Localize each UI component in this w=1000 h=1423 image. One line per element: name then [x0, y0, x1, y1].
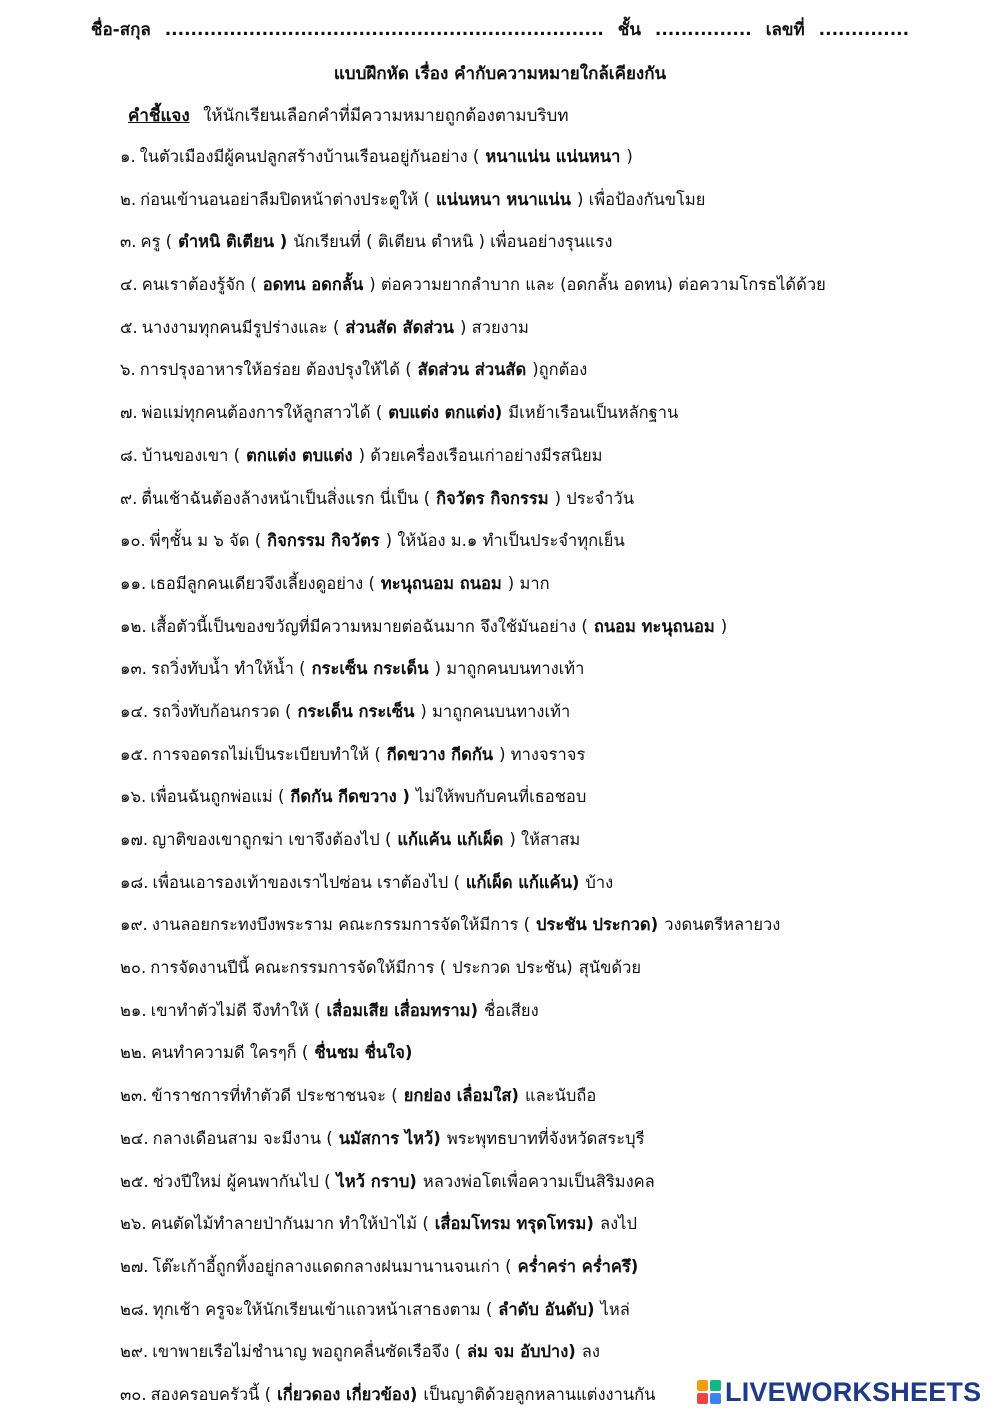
exercise-item: [120, 825, 990, 868]
item-number: ๙.: [120, 488, 138, 508]
item-choices: ไหว้ กราบ): [336, 1171, 417, 1191]
item-choices: คร่ำคร่า คร่ำครึ): [517, 1256, 639, 1276]
item-number: ๑๖.: [120, 787, 147, 807]
item-choices: หนาแน่น แน่นหนา: [485, 147, 621, 166]
exercise-item: [120, 142, 990, 185]
item-choices: กระเซ็น กระเด็น: [311, 659, 429, 679]
class-blank: ...............: [654, 20, 752, 40]
logo-tile: [697, 1380, 708, 1391]
item-text-before: คนทำความดี ใครๆก็ (: [151, 1043, 309, 1063]
item-number: ๑๔.: [120, 701, 149, 721]
item-choices: ตบแต่ง ตกแต่ง): [388, 403, 503, 423]
item-text-after: ) มาก: [507, 573, 550, 593]
exercise-item: [120, 526, 990, 569]
item-number: ๑๐.: [120, 531, 146, 551]
exercise-item: [120, 1081, 990, 1124]
item-text-after: บ้าง: [585, 872, 614, 892]
item-text-after: มีเหย้าเรือนเป็นหลักฐาน: [508, 403, 679, 423]
item-text-before: นางงามทุกคนมีรูปร่างและ (: [141, 317, 340, 337]
item-number: ๒๐.: [120, 958, 147, 978]
item-choices: ส่วนสัด สัดส่วน: [345, 317, 454, 337]
exercise-item: [120, 1124, 990, 1167]
exercise-item: [120, 355, 990, 398]
exercise-item: [120, 1167, 990, 1210]
item-choices: ตำหนิ ติเตียน ): [178, 232, 288, 252]
item-text-before: ก่อนเข้านอนอย่าลืมปิดหน้าต่างประตูให้ (: [140, 189, 430, 209]
item-choices: กิจกรรม กิจวัตร: [267, 531, 380, 551]
item-text-before: บ้านของเขา (: [141, 445, 241, 465]
item-text-before: งานลอยกระทงบึงพระราม คณะกรรมการจัดให้มีการ (: [151, 915, 531, 935]
exercise-item: [120, 612, 990, 655]
item-number: ๑.: [120, 147, 136, 166]
item-choices: แก้แค้น แก้เผ็ด: [397, 830, 504, 849]
logo-tile: [710, 1380, 721, 1391]
item-choices: กระเด็น กระเซ็น: [297, 701, 415, 721]
exercise-item: [120, 1038, 990, 1081]
name-label: ชื่อ-สกุล: [90, 20, 151, 40]
item-text-after: ) เพื่อป้องกันขโมย: [576, 189, 706, 209]
item-number: ๑๘.: [120, 872, 149, 892]
item-number: ๒๙.: [120, 1342, 149, 1362]
item-text-after: ) ต่อความยากลำบาก และ (อดกลั้น อดทน) ต่อความโกรธได้ด้วย: [369, 275, 826, 295]
item-number: ๒๖.: [120, 1214, 147, 1234]
item-text-after: ) มาถูกคนบนทางเท้า: [420, 701, 571, 721]
item-number: ๒๔.: [120, 1128, 149, 1148]
item-text-before: ช่วงปีใหม่ ผู้คนพากันไป (: [152, 1171, 331, 1191]
item-text-after: ไหล่: [600, 1299, 630, 1319]
item-choices: ยกย่อง เลื่อมใส): [403, 1086, 519, 1106]
item-number: ๑๗.: [120, 830, 149, 849]
item-text-before: พ่อแม่ทุกคนต้องการให้ลูกสาวได้ (: [141, 403, 383, 423]
item-choices: เสื่อมเสีย เสื่อมทราม): [326, 1000, 479, 1020]
item-text-after: ): [720, 616, 728, 636]
exercise-item: [120, 227, 990, 270]
item-text-after: ไม่ให้พบกับคนที่เธอชอบ: [415, 787, 587, 807]
liveworksheets-watermark: [697, 1376, 997, 1408]
item-number: ๑๙.: [120, 915, 148, 935]
item-number: ๒๘.: [120, 1299, 149, 1319]
number-label: เลขที่: [765, 20, 805, 40]
item-text-before: รถวิ่งทับน้ำ ทำให้น้ำ (: [151, 659, 306, 679]
item-text-before: ในตัวเมืองมีผู้คนปลูกสร้างบ้านเรือนอยู่กันอย่าง (: [139, 147, 480, 166]
watermark-text: LIVEWORKSHEETS: [725, 1376, 982, 1407]
item-choices: กิจวัตร กิจกรรม: [436, 488, 549, 508]
item-text-after: )ถูกต้อง: [532, 360, 588, 380]
item-text-after: เป็นญาติด้วยลูกหลานแต่งงานกัน: [423, 1384, 656, 1404]
class-label: ชั้น: [617, 20, 641, 40]
item-text-after: ) ทางจราจร: [499, 744, 586, 764]
item-text-after: ชื่อเสียง: [484, 1000, 539, 1020]
item-choices: ชื่นชม ชื่นใจ): [314, 1043, 413, 1063]
liveworksheets-logo-icon: [697, 1380, 721, 1404]
item-number: ๒๑.: [120, 1000, 147, 1020]
item-number: ๒๓.: [120, 1086, 148, 1106]
item-text-before: โต๊ะเก้าอี้ถูกทิ้งอยู่กลางแดดกลางฝนมานานจนเก่า (: [152, 1256, 512, 1276]
item-number: ๒๗.: [120, 1256, 149, 1276]
item-number: ๑๒.: [120, 616, 147, 636]
item-choices: ตกแต่ง ตบแต่ง: [246, 445, 353, 465]
name-blank: ....................................................................: [164, 20, 604, 40]
item-text-after: ลง: [581, 1342, 600, 1362]
item-text-after: ) มาถูกคนบนทางเท้า: [434, 659, 585, 679]
exercise-item: [120, 441, 990, 484]
item-text-before: เขาทำตัวไม่ดี จึงทำให้ (: [150, 1000, 321, 1020]
student-info-line: [0, 16, 1000, 43]
exercise-item: [120, 484, 990, 527]
exercise-item: [120, 953, 990, 996]
item-choices: เกี่ยวดอง เกี่ยวข้อง): [277, 1384, 418, 1404]
item-text-after: ) ให้สาสม: [509, 830, 581, 849]
item-text-before: เพื่อนฉันถูกพ่อแม่ (: [150, 787, 285, 807]
item-choices: แน่นหนา หนาแน่น: [435, 189, 571, 209]
item-number: ๖.: [120, 360, 136, 380]
item-choices: สัดส่วน ส่วนสัด: [417, 360, 527, 380]
instruction-text: ให้นักเรียนเลือกคำที่มีความหมายถูกต้องตามบริบท: [203, 106, 569, 126]
item-text-before: คนเราต้องรู้จัก (: [141, 275, 257, 295]
item-text-after: นักเรียนที่ ( ติเตียน ตำหนิ ) เพื่อนอย่างรุนแรง: [293, 232, 613, 252]
exercise-item: [120, 185, 990, 228]
exercise-item: [120, 569, 990, 612]
exercise-item: [120, 996, 990, 1039]
item-choices: ประชัน ประกวด): [536, 915, 659, 935]
item-choices: ทะนุถนอม ถนอม: [380, 573, 502, 593]
item-text-before: เขาพายเรือไม่ชำนาญ พอถูกคลื่นซัดเรือจึง (: [152, 1342, 462, 1362]
item-choices: ลำดับ อันดับ): [498, 1299, 595, 1319]
number-blank: ..............: [818, 20, 910, 40]
item-choices: นมัสการ ไหว้): [338, 1128, 441, 1148]
item-text-before: สองครอบครัวนี้ (: [150, 1384, 272, 1404]
item-text-after: ) ให้น้อง ม.๑ ทำเป็นประจำทุกเย็น: [385, 531, 625, 551]
item-text-before: กลางเดือนสาม จะมีงาน (: [152, 1128, 333, 1148]
item-choices: ล่ม จม อับปาง): [467, 1342, 576, 1362]
logo-tile: [710, 1393, 721, 1404]
item-text-after: ) ด้วยเครื่องเรือนเก่าอย่างมีรสนิยม: [358, 445, 603, 465]
item-text-before: การปรุงอาหารให้อร่อย ต้องปรุงให้ได้ (: [139, 360, 412, 380]
item-number: ๑๑.: [120, 573, 147, 593]
item-number: ๓.: [120, 232, 137, 252]
exercise-item: [120, 1252, 990, 1295]
item-choices: แก้เผ็ด แก้แค้น): [465, 872, 580, 892]
item-number: ๒.: [120, 189, 137, 209]
item-text-before: ตื่นเช้าฉันต้องล้างหน้าเป็นสิ่งแรก นี่เป็น (: [141, 488, 431, 508]
item-number: ๑๕.: [120, 744, 149, 764]
item-choices: กีดกัน กีดขวาง ): [290, 787, 410, 807]
exercise-item: [120, 782, 990, 825]
exercise-item: [120, 910, 990, 953]
item-text-before: คนตัดไม้ทำลายป่ากันมาก ทำให้ป่าไม้ (: [150, 1214, 429, 1234]
item-number: ๒๒.: [120, 1043, 147, 1063]
exercise-item: [120, 398, 990, 441]
item-number: ๓๐.: [120, 1384, 147, 1404]
item-choices: ประกวด ประชัน): [452, 958, 573, 978]
item-text-before: พี่ๆชั้น ม ๖ จัด (: [149, 531, 262, 551]
item-text-after: วงดนตรีหลายวง: [664, 915, 781, 935]
item-text-after: หลวงพ่อโตเพื่อความเป็นสิริมงคล: [422, 1171, 655, 1191]
exercise-item: [120, 697, 990, 740]
item-text-before: เธอมีลูกคนเดียวจึงเลี้ยงดูอย่าง (: [150, 573, 375, 593]
exercise-item: [120, 654, 990, 697]
exercise-item: [120, 1209, 990, 1252]
item-text-after: ) ประจำวัน: [554, 488, 634, 508]
item-text-before: ข้าราชการที่ทำตัวดี ประชาชนจะ (: [151, 1086, 398, 1106]
item-text-before: เพื่อนเอารองเท้าของเราไปซ่อน เราต้องไป (: [152, 872, 460, 892]
item-text-before: การจัดงานปีนี้ คณะกรรมการจัดให้มีการ (: [150, 958, 447, 978]
item-text-after: พระพุทธบาทที่จังหวัดสระบุรี: [446, 1128, 645, 1148]
item-choices: ถนอม ทะนุถนอม: [593, 616, 715, 636]
item-text-after: ): [626, 147, 633, 166]
item-number: ๔.: [120, 275, 138, 295]
item-text-before: ครู (: [140, 232, 173, 252]
item-text-after: ) สวยงาม: [459, 317, 529, 337]
item-number: ๘.: [120, 445, 138, 465]
item-number: ๗.: [120, 403, 138, 423]
exercise-item: [120, 740, 990, 783]
exercise-list: [120, 142, 990, 1423]
item-choices: เสื่อมโทรม ทรุดโทรม): [434, 1214, 594, 1234]
item-text-after: สุนัขด้วย: [578, 958, 642, 978]
logo-tile: [697, 1393, 708, 1404]
exercise-item: [120, 313, 990, 356]
exercise-item: [120, 1295, 990, 1338]
item-number: ๕.: [120, 317, 138, 337]
item-text-before: การจอดรถไม่เป็นระเบียบทำให้ (: [152, 744, 381, 764]
item-text-before: เสื้อตัวนี้เป็นของขวัญที่มีความหมายต่อฉันมาก จึงใช้มันอย่าง (: [150, 616, 588, 636]
item-number: ๒๕.: [120, 1171, 149, 1191]
exercise-item: [120, 868, 990, 911]
item-text-after: และนับถือ: [524, 1086, 597, 1106]
item-number: ๑๓.: [120, 659, 147, 679]
item-choices: กีดขวาง กีดกัน: [386, 744, 494, 764]
exercise-item: [120, 270, 990, 313]
exercise-item: [120, 1337, 990, 1380]
instruction-label: คำชี้แจง: [128, 106, 190, 126]
item-text-before: ญาติของเขาถูกฆ่า เขาจึงต้องไป (: [152, 830, 392, 849]
item-text-before: ทุกเช้า ครูจะให้นักเรียนเข้าแถวหน้าเสาธงตาม (: [152, 1299, 493, 1319]
instruction: [128, 102, 569, 129]
item-text-after: ลงไป: [599, 1214, 637, 1234]
worksheet-title: แบบฝึกหัด เรื่อง คำกับความหมายใกล้เคียงกัน: [333, 64, 667, 84]
item-text-before: รถวิ่งทับก้อนกรวด (: [152, 701, 292, 721]
item-choices: อดทน อดกลั้น: [262, 275, 364, 295]
